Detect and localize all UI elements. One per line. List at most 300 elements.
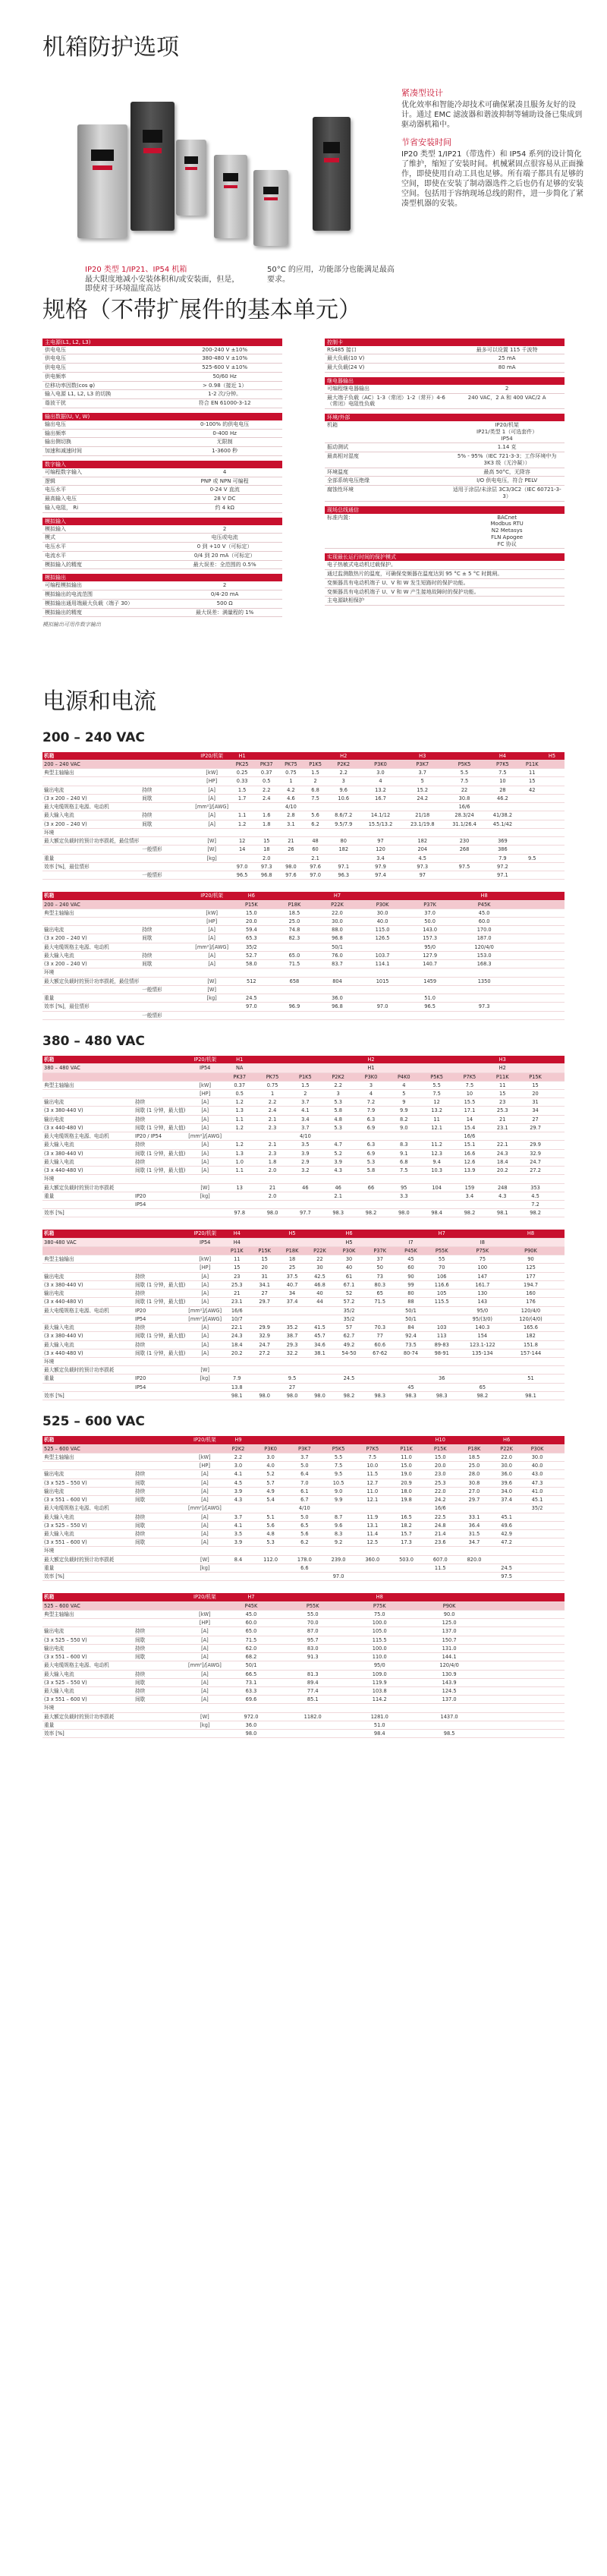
power-cell: 1 <box>256 1089 288 1097</box>
power-cell <box>522 1555 552 1564</box>
power-cell <box>539 985 548 994</box>
power-cell <box>548 943 556 951</box>
power-cell: IP54 <box>134 1315 187 1323</box>
power-cell: 140.3 <box>458 1324 508 1332</box>
power-cell <box>423 1573 458 1581</box>
power-cell: 7.5 <box>420 1089 453 1097</box>
power-cell: P3K7 <box>401 760 443 768</box>
power-cell: 持续 <box>134 1115 187 1123</box>
power-cell <box>552 1064 558 1072</box>
power-cell: 120/4/0 <box>508 1306 554 1315</box>
power-row <box>42 917 565 925</box>
power-cell <box>523 977 531 985</box>
power-cell: 19.0 <box>389 1470 423 1479</box>
power-cell <box>359 994 407 1003</box>
power-cell <box>42 985 140 994</box>
power-cell: 90.0 <box>413 1610 486 1618</box>
power-cell <box>514 1011 523 1019</box>
power-cell <box>187 1601 223 1610</box>
power-cell: 25.0 <box>458 1462 492 1470</box>
power-cell: 95.7 <box>279 1636 346 1644</box>
power-cell <box>552 1487 558 1495</box>
power-cell: 16/6 <box>223 1306 250 1315</box>
power-cell: 98.3 <box>426 1391 458 1400</box>
power-cell <box>548 960 556 968</box>
power-cell <box>230 828 254 836</box>
power-cell <box>552 1072 558 1081</box>
power-cell <box>223 1564 253 1572</box>
power-cell <box>505 1661 515 1670</box>
power-cell: 4.6 <box>278 794 303 802</box>
power-cell: 20 <box>250 1264 278 1272</box>
power-cell: IP20/机架 <box>187 1593 223 1601</box>
power-cell: 804 <box>316 977 359 985</box>
power-cell <box>535 1730 545 1738</box>
power-cell <box>42 1089 134 1097</box>
power-row <box>42 803 565 811</box>
power-cell: 0.5 <box>223 1089 256 1097</box>
power-cell: 输出电流 <box>42 1290 134 1298</box>
power-cell <box>495 1653 505 1661</box>
power-cell: 2.2 <box>322 1081 354 1089</box>
power-cell <box>558 1089 565 1097</box>
power-cell <box>555 1593 565 1601</box>
power-cell: 9.0 <box>322 1487 356 1495</box>
power-row <box>42 769 565 777</box>
power-cell: 1.2 <box>223 1123 256 1132</box>
spec-key: 最大负载(24 V) <box>327 364 365 370</box>
power-cell <box>355 1504 389 1513</box>
power-cell: 30.8 <box>443 794 485 802</box>
power-cell: 29.7 <box>519 1123 552 1132</box>
power-cell <box>552 1444 558 1453</box>
spec-row <box>42 373 282 382</box>
power-cell: [A] <box>187 1332 223 1340</box>
power-cell <box>535 1619 545 1627</box>
power-cell: IP20 <box>134 1192 187 1200</box>
power-cell <box>193 828 230 836</box>
power-cell <box>359 968 407 977</box>
power-cell: 47.2 <box>491 1538 521 1547</box>
power-cell <box>359 1011 407 1019</box>
power-cell <box>514 934 523 943</box>
power-cell <box>515 1601 525 1610</box>
power-cell: [W] <box>187 1555 223 1564</box>
power-cell <box>522 1530 552 1538</box>
power-cell: 8.7 <box>322 1513 356 1521</box>
power-cell: [kg] <box>193 854 230 862</box>
spec-key: 最高输入电压 <box>45 496 77 502</box>
power-cell: 20 <box>519 1089 552 1097</box>
power-row <box>42 1315 565 1323</box>
power-cell <box>134 1436 187 1444</box>
power-cell <box>486 1201 519 1209</box>
power-cell <box>322 1504 356 1513</box>
spec-row <box>42 609 282 618</box>
power-cell <box>544 769 559 777</box>
power-row <box>42 820 565 828</box>
power-cell <box>303 752 327 761</box>
power-cell <box>544 803 559 811</box>
power-cell <box>42 1011 140 1019</box>
spec-row <box>42 382 282 391</box>
power-cell <box>420 1192 453 1200</box>
power-cell <box>515 1661 525 1670</box>
power-cell <box>555 1644 565 1652</box>
power-cell <box>558 1487 565 1495</box>
spec-key: 供电频率 <box>45 373 66 379</box>
power-cell <box>559 1340 565 1349</box>
power-cell <box>187 1358 223 1366</box>
spec-row <box>325 346 565 355</box>
spec-table <box>325 414 565 502</box>
power-cell <box>134 1462 187 1470</box>
power-cell: H2 <box>354 1056 387 1064</box>
power-cell <box>413 1704 486 1712</box>
power-cell <box>486 1132 519 1141</box>
power-cell: 36.4 <box>458 1521 492 1529</box>
power-row <box>42 1470 565 1479</box>
power-cell <box>548 951 556 959</box>
power-cell: 98.0 <box>306 1391 333 1400</box>
power-cell: [kg] <box>187 1564 223 1572</box>
power-cell: 12.6 <box>453 1157 486 1166</box>
power-cell: [A] <box>187 1538 223 1547</box>
power-cell <box>306 1306 333 1315</box>
power-cell <box>539 943 548 951</box>
power-row <box>42 1298 565 1306</box>
power-row <box>42 1601 565 1610</box>
spec-left-column <box>42 339 282 629</box>
power-cell: 一般情形 <box>140 846 193 854</box>
enclosure-caption <box>85 266 244 294</box>
power-cell <box>495 1627 505 1636</box>
power-cell <box>413 1593 486 1601</box>
power-cell: P4K0 <box>388 1072 420 1081</box>
power-cell: 12.1 <box>355 1496 389 1504</box>
power-cell: 间歇 <box>140 934 193 943</box>
power-cell: 5.5 <box>420 1081 453 1089</box>
power-cell: 17.3 <box>389 1538 423 1547</box>
power-cell <box>545 1627 555 1636</box>
power-cell <box>508 1358 554 1366</box>
power-cell: 5.0 <box>288 1462 322 1470</box>
power-cell: 140.7 <box>406 960 454 968</box>
power-cell <box>552 1555 558 1564</box>
power-cell: 11.9 <box>355 1513 389 1521</box>
power-cell: 8.6/7.2 <box>328 811 360 820</box>
power-cell <box>406 985 454 994</box>
power-cell: 658 <box>273 977 316 985</box>
power-cell: 512 <box>230 977 273 985</box>
power-cell: 4 <box>360 777 401 786</box>
power-cell: 60.0 <box>454 917 514 925</box>
power-cell <box>539 968 548 977</box>
power-cell: PK37 <box>223 1072 256 1081</box>
power-row <box>42 1453 565 1461</box>
power-cell: 97.5 <box>491 1573 521 1581</box>
spec-row <box>325 561 565 570</box>
power-cell: 输出电流 <box>42 786 140 794</box>
power-cell: 15 <box>254 837 278 846</box>
power-cell <box>559 1306 565 1315</box>
power-row <box>42 994 565 1003</box>
power-cell: 97.0 <box>230 1003 273 1011</box>
power-cell: 50.0 <box>406 917 454 925</box>
power-cell <box>556 985 565 994</box>
power-cell: 98.0 <box>223 1730 279 1738</box>
power-cell: 161.7 <box>458 1280 508 1289</box>
power-cell <box>42 1462 134 1470</box>
power-cell <box>558 1555 565 1564</box>
power-cell: 83.7 <box>316 960 359 968</box>
power-cell: 98.3 <box>322 1209 354 1217</box>
power-cell <box>555 1686 565 1695</box>
power-cell: H8 <box>508 1230 554 1238</box>
power-cell: 10.6 <box>328 794 360 802</box>
power-cell: 最大输入电流 <box>42 1141 134 1149</box>
power-cell: [A] <box>187 1521 223 1529</box>
power-cell: 972.0 <box>223 1712 279 1721</box>
power-cell: 130 <box>458 1290 508 1298</box>
power-cell: 3.4 <box>453 1192 486 1200</box>
power-cell <box>420 1201 453 1209</box>
spec-value: 0/4-20 mA <box>210 591 239 597</box>
power-cell: 持续 <box>134 1340 187 1349</box>
power-cell: 65 <box>458 1383 508 1391</box>
power-cell <box>554 1246 559 1255</box>
power-cell <box>187 1383 223 1391</box>
power-cell <box>278 1358 306 1366</box>
power-cell <box>359 985 407 994</box>
power-cell <box>531 926 539 934</box>
power-cell: 23.1 <box>486 1123 519 1132</box>
power-cell: 间歇 (1 分钟，最大值) <box>135 1107 186 1114</box>
power-cell: 6.8 <box>388 1157 420 1166</box>
power-cell: 环境 <box>42 1704 134 1712</box>
power-cell <box>520 794 544 802</box>
power-cell <box>544 828 559 836</box>
power-cell <box>539 951 548 959</box>
power-cell <box>505 1730 515 1738</box>
power-cell <box>505 1686 515 1695</box>
power-cell <box>545 1619 555 1627</box>
power-cell <box>273 943 316 951</box>
power-cell: 23.0 <box>423 1470 458 1479</box>
power-cell <box>515 1730 525 1738</box>
spec-key: 振动测试 <box>327 444 348 451</box>
power-cell <box>515 1619 525 1627</box>
power-cell: [mm²]/[AWG] <box>188 1133 222 1140</box>
power-cell <box>552 1157 558 1166</box>
power-cell <box>558 1107 565 1115</box>
power-cell <box>544 811 559 820</box>
power-cell <box>495 1661 505 1670</box>
power-cell: 5.4 <box>253 1496 288 1504</box>
power-cell <box>515 1627 525 1636</box>
power-cell <box>525 1704 535 1712</box>
power-cell <box>508 1383 554 1391</box>
power-cell <box>230 985 273 994</box>
power-cell <box>140 1003 193 1011</box>
power-cell: 97.0 <box>322 1573 356 1581</box>
power-cell <box>453 1064 486 1072</box>
power-cell: P3K0 <box>354 1072 387 1081</box>
power-cell <box>360 828 401 836</box>
power-cell: 间歇 <box>140 794 193 802</box>
power-cell: 109.0 <box>346 1670 413 1678</box>
power-cell: 2.2 <box>254 786 278 794</box>
power-cell <box>250 1230 278 1238</box>
power-cell: 127.9 <box>406 951 454 959</box>
power-cell: 34 <box>519 1107 552 1115</box>
power-cell <box>140 900 193 909</box>
power-cell: 74.8 <box>273 926 316 934</box>
power-cell: 1182.0 <box>279 1712 346 1721</box>
power-cell <box>134 1230 187 1238</box>
power-cell <box>514 985 523 994</box>
power-cell: 98.2 <box>354 1209 387 1217</box>
power-cell: 80.3 <box>364 1280 395 1289</box>
power-cell: [W] <box>193 837 230 846</box>
power-cell <box>306 1366 333 1375</box>
power-cell: 20.0 <box>230 917 273 925</box>
power-cell: 98.0 <box>278 862 303 871</box>
power-cell: 3 <box>322 1089 354 1097</box>
power-cell: 16/6 <box>423 1504 458 1513</box>
power-cell <box>134 1610 187 1618</box>
power-cell: I7 <box>395 1238 426 1246</box>
power-cell: IP54 <box>134 1201 187 1209</box>
power-cell: P5K5 <box>420 1072 453 1081</box>
power-row <box>42 960 565 968</box>
power-row <box>42 1538 565 1547</box>
power-cell <box>514 977 523 985</box>
power-row <box>42 1123 565 1132</box>
power-cell: 45.1/42 <box>486 820 520 828</box>
power-cell: 21 <box>256 1183 288 1192</box>
spec-key: 全部系统电压绝缘 <box>327 477 370 484</box>
power-cell: 15.2 <box>401 786 443 794</box>
power-cell: 15.4 <box>453 1123 486 1132</box>
power-cell: 3.9 <box>289 1149 322 1157</box>
power-cell: 120/4/0 <box>413 1661 486 1670</box>
power-cell: 输出电流 <box>42 1644 134 1652</box>
power-cell: 25 <box>278 1264 306 1272</box>
power-cell <box>555 1601 565 1610</box>
power-cell: 52 <box>334 1290 365 1298</box>
power-cell: (3 x 551 – 600 V) <box>42 1653 134 1661</box>
power-cell <box>256 1056 288 1064</box>
power-cell <box>395 1375 426 1383</box>
power-cell: 最大输入电流 <box>42 1670 134 1678</box>
spec-row <box>42 420 282 430</box>
power-row <box>42 1115 565 1123</box>
power-cell: 63.3 <box>223 1686 279 1695</box>
power-cell <box>140 777 193 786</box>
power-cell: 输出电流 <box>42 1272 134 1280</box>
power-cell: 32.9 <box>519 1149 552 1157</box>
power-cell <box>555 1627 565 1636</box>
power-cell: [A] <box>187 1653 223 1661</box>
power-cell <box>254 803 278 811</box>
power-cell <box>354 1175 387 1183</box>
power-cell <box>355 1573 389 1581</box>
power-cell <box>520 811 544 820</box>
power-cell <box>531 977 539 985</box>
power-cell <box>389 1573 423 1581</box>
power-cell <box>505 1678 515 1686</box>
power-cell <box>554 1280 559 1289</box>
power-cell: 21 <box>223 1290 250 1298</box>
power-cell <box>495 1678 505 1686</box>
power-cell: (3 x 551 – 600 V) <box>42 1538 134 1547</box>
power-cell: PK75 <box>278 760 303 768</box>
power-cell: 最大输入电流 <box>42 1157 134 1166</box>
power-cell <box>140 892 193 900</box>
power-cell <box>134 1547 187 1555</box>
power-cell: 31.1/26.4 <box>443 820 485 828</box>
power-cell <box>223 1201 256 1209</box>
power-cell <box>531 951 539 959</box>
power-row <box>42 1530 565 1538</box>
power-cell: [A] <box>187 1530 223 1538</box>
power-cell: [mm²]/[AWG] <box>195 804 229 811</box>
power-cell <box>545 1730 555 1738</box>
power-cell: [kW] <box>193 909 230 917</box>
power-cell: 5.3 <box>354 1157 387 1166</box>
power-cell <box>556 943 565 951</box>
power-cell: 典型主轴输出 <box>42 769 140 777</box>
power-cell <box>187 1573 223 1581</box>
power-cell <box>548 934 556 943</box>
power-cell: 80-74 <box>395 1349 426 1357</box>
power-cell <box>395 1230 426 1238</box>
power-cell: 98.0 <box>388 1209 420 1217</box>
power-cell <box>525 1712 535 1721</box>
power-cell: 35/2 <box>230 943 273 951</box>
power-cell <box>555 1619 565 1627</box>
power-row <box>42 1340 565 1349</box>
power-cell <box>555 1730 565 1738</box>
power-cell: 98.4 <box>420 1209 453 1217</box>
spec-key: 输出频率 <box>45 430 66 436</box>
spec-key: 电子热敏式电动机过载保护。 <box>327 562 396 568</box>
power-cell <box>535 1627 545 1636</box>
power-cell: 2.9 <box>289 1157 322 1166</box>
power-cell: 40 <box>334 1264 365 1272</box>
power-cell <box>486 1721 495 1729</box>
power-cell: 12 <box>420 1098 453 1107</box>
power-cell <box>289 1192 322 1200</box>
power-cell <box>140 917 193 925</box>
power-cell <box>554 1383 559 1391</box>
spec-value: 240 VAC，2 A 和 400 VAC/2 A <box>467 394 546 401</box>
power-cell: 最大输入电流 <box>42 1324 134 1332</box>
power-cell <box>508 1238 554 1246</box>
power-cell: 2.1 <box>256 1141 288 1149</box>
power-cell <box>355 1436 389 1444</box>
power-cell <box>486 1619 495 1627</box>
spec-value: 无限制 <box>216 439 233 446</box>
power-cell: 8.3 <box>322 1530 356 1538</box>
power-cell: P3K0 <box>360 760 401 768</box>
power-cell <box>406 1011 454 1019</box>
power-cell <box>134 1246 187 1255</box>
power-cell: 15.7 <box>389 1530 423 1538</box>
power-cell <box>401 828 443 836</box>
power-cell <box>359 892 407 900</box>
